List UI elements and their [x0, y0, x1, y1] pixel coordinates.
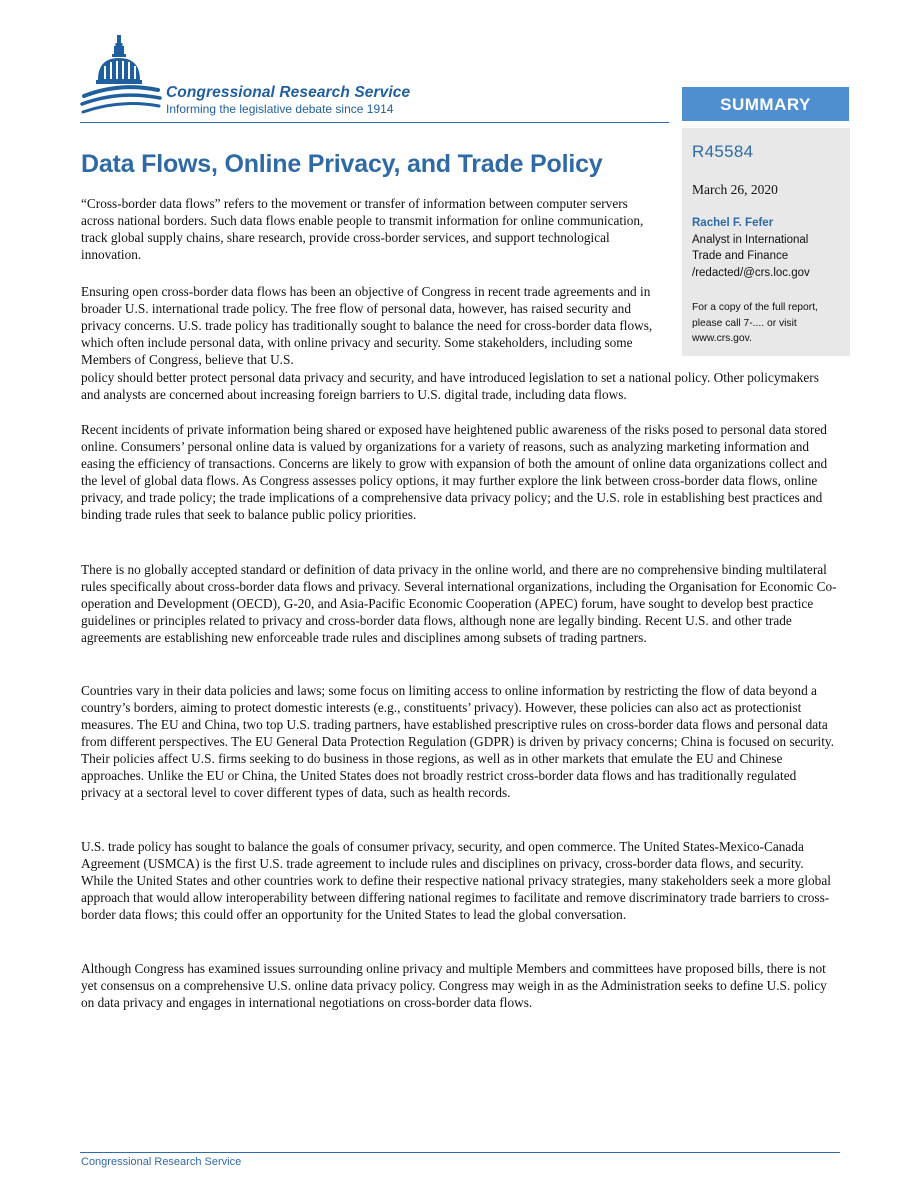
summary-sidebar: [682, 128, 850, 356]
author-email: /redacted/@crs.loc.gov: [692, 267, 810, 279]
body-paragraph: Although Congress has examined issues surrounding online privacy and multiple Members and committees have proposed bills, there is not yet consensus on a comprehensive U.S. online data privacy policy. Congress may weigh in as the Administration seeks to define U.S. policy on data privacy and engages in international negotiations on cross-border data flows.: [81, 961, 827, 1010]
footer-org-name: Congressional Research Service: [81, 1156, 242, 1168]
body-paragraph: Ensuring open cross-border data flows has been an objective of Congress in recent trade agreements and in broader U.S. international trade policy. The free flow of personal data, however, has raised security and privacy concerns. U.S. trade policy has traditionally sought to balance the need for cross-border data flows, which often include personal data, with online privacy and security. Some stakeholders, including some Members of Congress, believe that U.S.: [81, 284, 653, 367]
sidebar-note-line: For a copy of the full report,: [692, 302, 818, 313]
document-title: Data Flows, Online Privacy, and Trade Policy: [81, 150, 603, 178]
header-divider: [80, 122, 669, 123]
capitol-dome-icon: [80, 34, 166, 124]
body-paragraph: U.S. trade policy has sought to balance the goals of consumer privacy, security, and open commerce. The United States-Mexico-Canada Agreement (USMCA) is the first U.S. trade agreement to include rules and disciplines on privacy, cross-border data flows, and security. While the United States and other countries work to define their respective national privacy strategies, many stakeholders seek a more global approach that would allow interoperability between differing national regimes to facilitate and remove discriminatory trade barriers to cross-border data flows; this could offer an opportunity for the United States to lead the global conversation.: [81, 839, 831, 922]
crs-logo: [80, 34, 480, 124]
body-paragraph-continued: policy should better protect personal data privacy and security, and have introduced legislation to set a national policy. Other policymakers and analysts are concerned about increasing foreign barriers to U.S. digital trade, including data flows.: [81, 370, 819, 402]
sidebar-note-line: please call 7-.... or visit: [692, 318, 797, 329]
summary-tab: SUMMARY: [682, 87, 849, 121]
author-department: Trade and Finance: [692, 250, 789, 262]
body-paragraph: Recent incidents of private information being shared or exposed have heightened public awareness of the risks posed to personal data stored online. Consumers’ personal online data is valued by organizations for a variety of reasons, such as analyzing marketing information and easing the efficiency of transactions. Concerns are likely to grow with expansion of both the amount of online data organizations collect and the level of global data flows. As Congress assesses policy options, it may further explore the link between cross-border data flows, online privacy, and trade policy; the trade implications of a comprehensive data privacy policy; and the U.S. role in establishing best practices and binding trade rules that seek to balance public policy priorities.: [81, 422, 828, 522]
org-name: Congressional Research Service: [166, 84, 411, 101]
body-paragraph: “Cross-border data flows” refers to the movement or transfer of information between computer servers across national borders. Such data flows enable people to transmit information for online communication, track global supply chains, share research, provide cross-border services, and support technological innovation.: [81, 196, 644, 262]
sidebar-note-line: www.crs.gov.: [692, 333, 752, 344]
author-title: Analyst in International: [692, 234, 809, 246]
report-number: R45584: [692, 142, 754, 161]
org-tagline: Informing the legislative debate since 1914: [166, 102, 394, 116]
author-name: Rachel F. Fefer: [692, 217, 774, 229]
body-paragraph: Countries vary in their data policies and laws; some focus on limiting access to online information by restricting the flow of data beyond a country’s borders, aiming to protect domestic interests (e.g., constituents’ privacy). However, these policies can also act as protectionist measures. The EU and China, two top U.S. trading partners, have established prescriptive rules on cross-border data flows and personal data from different perspectives. The EU General Data Protection Regulation (GDPR) is driven by privacy concerns; China is focused on security. Their policies affect U.S. firms seeking to do business in those regions, as well as in other markets that emulate the EU and Chinese approaches. Unlike the EU or China, the United States does not broadly restrict cross-border data flows and has traditionally regulated privacy at a sectoral level to cover different types of data, such as health records.: [81, 683, 835, 800]
footer-divider: [80, 1152, 840, 1153]
body-paragraph: There is no globally accepted standard or definition of data privacy in the online world, and there are no comprehensive binding multilateral rules specifically about cross-border data flows and privacy. Several international organizations, including the Organisation for Economic Co-operation and Development (OECD), G-20, and Asia-Pacific Economic Cooperation (APEC) forum, have sought to develop best practice guidelines or principles related to privacy and cross-border data flows, although none are legally binding. Recent U.S. and other trade agreements are establishing new enforceable trade rules and disciplines among subsets of trading partners.: [81, 562, 837, 645]
report-date: March 26, 2020: [692, 182, 778, 197]
